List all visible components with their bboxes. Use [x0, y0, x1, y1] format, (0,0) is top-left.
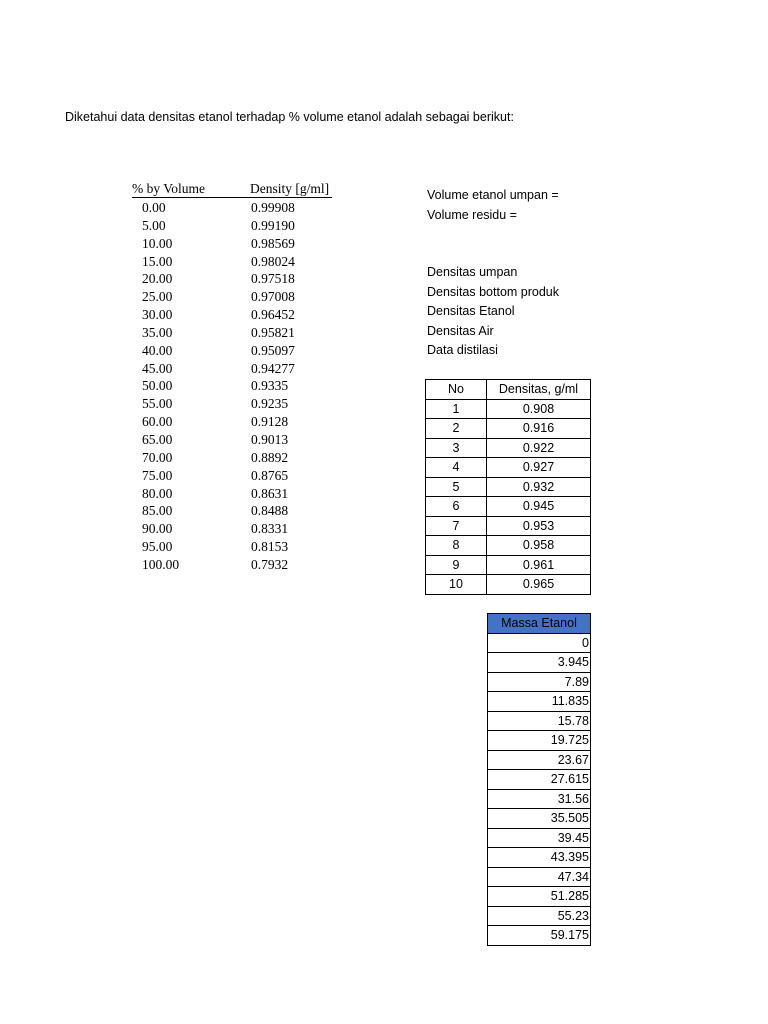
massa-cell: 31.56 [488, 789, 591, 809]
density-cell: 0.95821 [251, 324, 295, 340]
density-cell: 0.99190 [251, 217, 295, 233]
massa-row [488, 672, 591, 692]
density-table-header [132, 181, 332, 198]
no-cell: 3 [426, 438, 487, 458]
percent-volume-cell: 20.00 [142, 271, 173, 287]
density-row [132, 217, 332, 235]
percent-volume-cell: 15.00 [142, 253, 173, 269]
distillation-table [425, 379, 591, 595]
density-cell: 0.95097 [251, 342, 295, 358]
density-cell: 0.9335 [251, 378, 289, 394]
density-row [132, 431, 332, 449]
densitas-cell: 0.927 [487, 458, 591, 478]
density-row [132, 306, 332, 324]
massa-row [488, 731, 591, 751]
density-cell: 0.96452 [251, 307, 295, 323]
massa-row [488, 633, 591, 653]
density-cell: 0.94277 [251, 360, 295, 376]
density-cell: 0.99908 [251, 200, 295, 215]
distillation-row [426, 438, 591, 458]
massa-cell: 7.89 [488, 672, 591, 692]
density-table [132, 181, 332, 574]
density-cell: 0.97008 [251, 289, 295, 305]
volume-labels [427, 186, 559, 225]
densitas-cell: 0.965 [487, 575, 591, 595]
distillation-row [426, 458, 591, 478]
percent-volume-cell: 25.00 [142, 289, 173, 305]
header-massa-etanol: Massa Etanol [488, 614, 591, 634]
density-cell: 0.8631 [251, 485, 289, 501]
massa-cell: 19.725 [488, 731, 591, 751]
percent-volume-cell: 50.00 [142, 378, 173, 394]
percent-volume-cell: 65.00 [142, 431, 173, 447]
volume-label: Volume residu = [427, 207, 517, 222]
header-density: Density [g/ml] [250, 181, 330, 196]
volume-label: Volume etanol umpan = [427, 188, 559, 202]
density-row [132, 520, 332, 538]
density-row [132, 324, 332, 342]
densitas-cell: 0.932 [487, 477, 591, 497]
density-cell: 0.9128 [251, 414, 289, 430]
massa-row [488, 750, 591, 770]
massa-cell: 59.175 [488, 926, 591, 946]
massa-row [488, 789, 591, 809]
massa-cell: 35.505 [488, 809, 591, 829]
massa-cell: 3.945 [488, 653, 591, 673]
density-cell: 0.98569 [251, 235, 295, 251]
percent-volume-cell: 10.00 [142, 235, 173, 251]
distillation-row [426, 497, 591, 517]
percent-volume-cell: 55.00 [142, 396, 173, 412]
distillation-row [426, 399, 591, 419]
massa-row [488, 887, 591, 907]
density-row [132, 253, 332, 271]
distillation-row [426, 555, 591, 575]
densitas-cell: 0.922 [487, 438, 591, 458]
percent-volume-cell: 90.00 [142, 521, 173, 537]
massa-etanol-table [487, 613, 591, 946]
density-row [132, 235, 332, 253]
no-cell: 6 [426, 497, 487, 517]
massa-cell: 27.615 [488, 770, 591, 790]
density-cell: 0.9013 [251, 431, 289, 447]
density-row [132, 538, 332, 556]
no-cell: 7 [426, 516, 487, 536]
percent-volume-cell: 5.00 [142, 217, 166, 233]
header-no: No [426, 380, 487, 400]
massa-cell: 23.67 [488, 750, 591, 770]
header-percent-by-volume: % by Volume [132, 181, 206, 196]
density-row [132, 502, 332, 520]
density-row [132, 449, 332, 467]
density-row [132, 556, 332, 574]
percent-volume-cell: 35.00 [142, 324, 173, 340]
massa-cell: 0 [488, 633, 591, 653]
density-label: Densitas Etanol [427, 304, 515, 318]
massa-row [488, 711, 591, 731]
density-cell: 0.8153 [251, 539, 289, 555]
density-label: Data distilasi [427, 343, 498, 357]
massa-row [488, 828, 591, 848]
massa-table-header [488, 614, 591, 634]
no-cell: 8 [426, 536, 487, 556]
massa-row [488, 848, 591, 868]
massa-row [488, 692, 591, 712]
density-row [132, 360, 332, 378]
massa-cell: 11.835 [488, 692, 591, 712]
percent-volume-cell: 80.00 [142, 485, 173, 501]
massa-cell: 15.78 [488, 711, 591, 731]
intro-text: Diketahui data densitas etanol terhadap % volume etanol adalah sebagai berikut: [65, 110, 514, 124]
massa-cell: 55.23 [488, 906, 591, 926]
massa-row [488, 653, 591, 673]
density-cell: 0.97518 [251, 271, 295, 287]
no-cell: 9 [426, 555, 487, 575]
distillation-row [426, 536, 591, 556]
density-label: Densitas umpan [427, 265, 518, 279]
percent-volume-cell: 85.00 [142, 503, 173, 519]
density-cell: 0.8488 [251, 503, 289, 519]
density-cell: 0.7932 [251, 556, 289, 572]
densitas-cell: 0.953 [487, 516, 591, 536]
massa-cell: 47.34 [488, 867, 591, 887]
density-cell: 0.8892 [251, 449, 289, 465]
massa-cell: 39.45 [488, 828, 591, 848]
densitas-cell: 0.958 [487, 536, 591, 556]
no-cell: 4 [426, 458, 487, 478]
massa-cell: 51.285 [488, 887, 591, 907]
massa-row [488, 906, 591, 926]
percent-volume-cell: 45.00 [142, 360, 173, 376]
densitas-cell: 0.916 [487, 419, 591, 439]
percent-volume-cell: 40.00 [142, 342, 173, 358]
density-cell: 0.98024 [251, 253, 295, 269]
density-labels [427, 263, 559, 361]
density-row [132, 395, 332, 413]
percent-volume-cell: 30.00 [142, 307, 173, 323]
massa-row [488, 926, 591, 946]
density-row [132, 485, 332, 503]
density-row [132, 342, 332, 360]
density-cell: 0.9235 [251, 396, 289, 412]
percent-volume-cell: 100.00 [142, 556, 180, 572]
no-cell: 2 [426, 419, 487, 439]
density-row [132, 413, 332, 431]
density-row [132, 199, 332, 217]
percent-volume-cell: 75.00 [142, 467, 173, 483]
percent-volume-cell: 0.00 [142, 200, 166, 215]
distillation-row [426, 516, 591, 536]
densitas-cell: 0.961 [487, 555, 591, 575]
no-cell: 1 [426, 399, 487, 419]
distillation-row [426, 575, 591, 595]
percent-volume-cell: 95.00 [142, 539, 173, 555]
density-label: Densitas Air [427, 323, 494, 338]
densitas-cell: 0.908 [487, 399, 591, 419]
density-cell: 0.8331 [251, 521, 289, 537]
density-row [132, 270, 332, 288]
density-row [132, 467, 332, 485]
massa-row [488, 809, 591, 829]
distillation-table-header [426, 380, 591, 400]
percent-volume-cell: 70.00 [142, 449, 173, 465]
no-cell: 5 [426, 477, 487, 497]
distillation-row [426, 419, 591, 439]
massa-row [488, 867, 591, 887]
density-cell: 0.8765 [251, 467, 289, 483]
densitas-cell: 0.945 [487, 497, 591, 517]
massa-row [488, 770, 591, 790]
percent-volume-cell: 60.00 [142, 414, 173, 430]
no-cell: 10 [426, 575, 487, 595]
header-densitas: Densitas, g/ml [487, 380, 591, 400]
density-row [132, 377, 332, 395]
massa-cell: 43.395 [488, 848, 591, 868]
density-label: Densitas bottom produk [427, 284, 560, 299]
density-table-rows [132, 199, 332, 574]
density-row [132, 288, 332, 306]
distillation-row [426, 477, 591, 497]
